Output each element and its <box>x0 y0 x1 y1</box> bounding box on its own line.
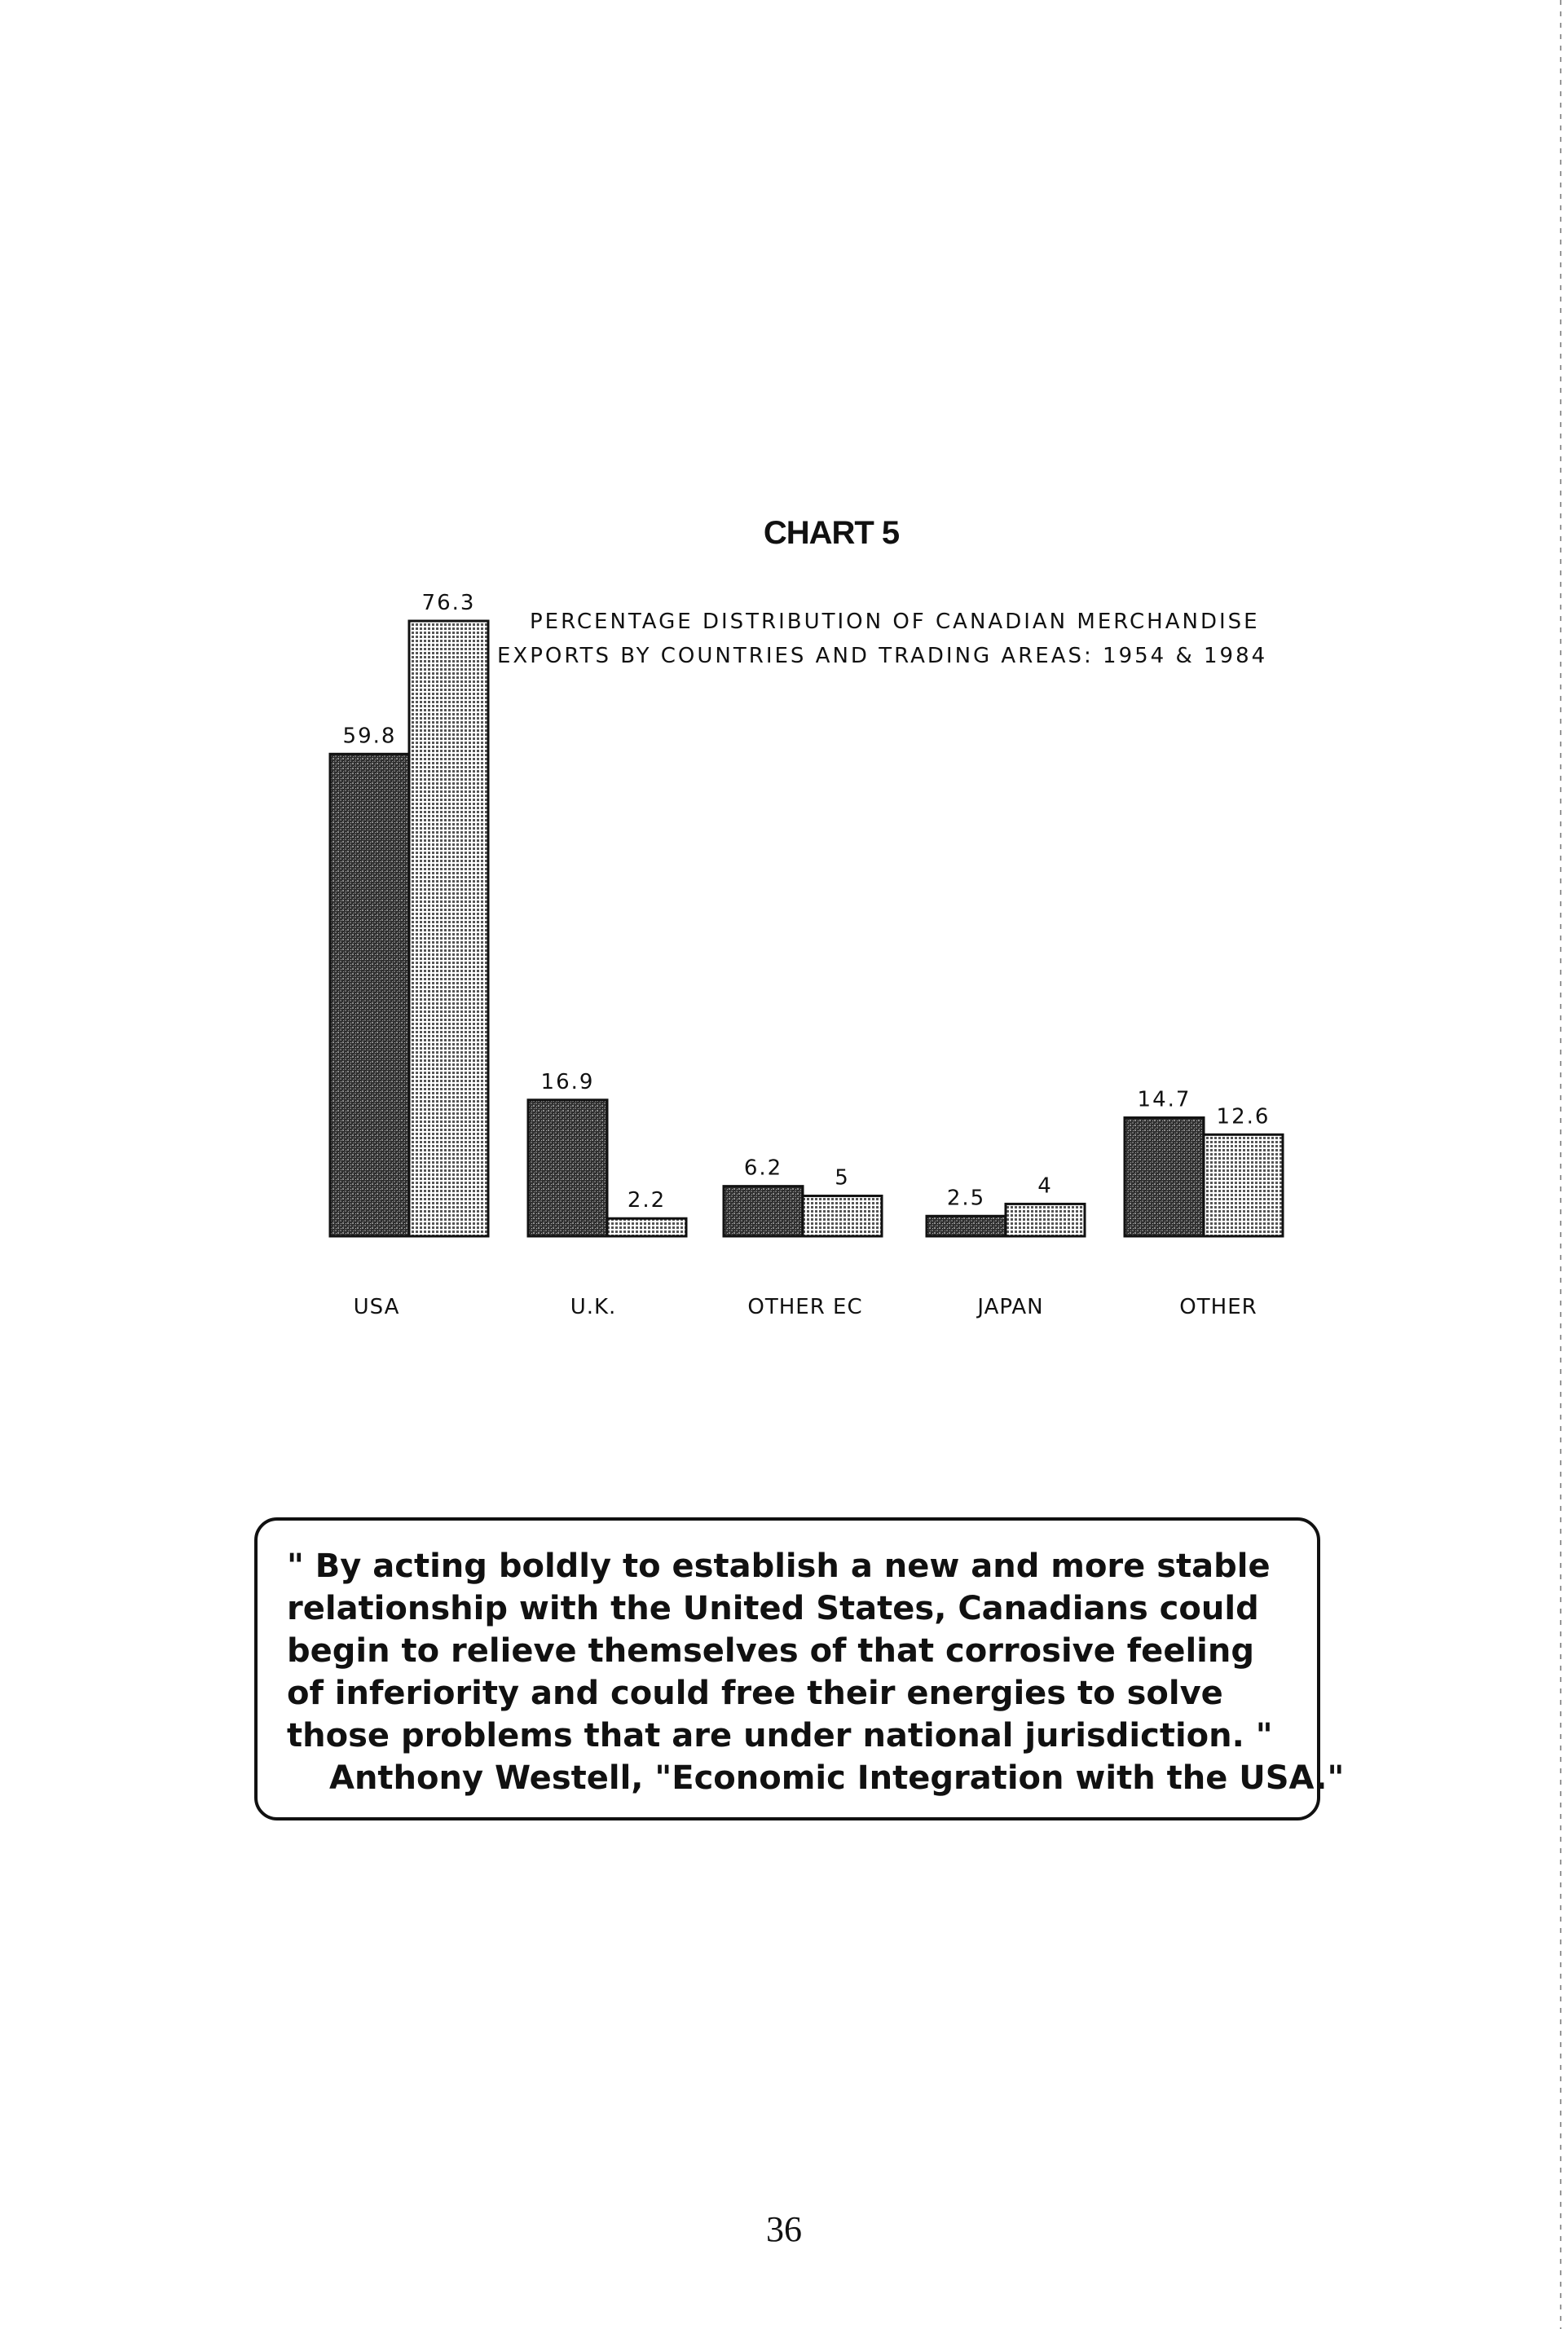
chart-title-line-2: EXPORTS BY COUNTRIES AND TRADING AREAS: 1954 & 1984 <box>497 644 1268 668</box>
data-label: 59.8 <box>342 724 397 749</box>
category-label: OTHER <box>1179 1295 1257 1319</box>
chart-title-line-1: PERCENTAGE DISTRIBUTION OF CANADIAN MERCHANDISE <box>530 610 1260 634</box>
data-label: 12.6 <box>1216 1104 1271 1129</box>
bar-japan-s1 <box>927 1216 1006 1236</box>
data-label: 2.5 <box>946 1186 986 1211</box>
bar-other-s1 <box>1125 1118 1204 1236</box>
chart-heading: CHART 5 <box>763 515 900 551</box>
category-label: USA <box>353 1295 400 1319</box>
bar-usa-s1 <box>330 754 409 1236</box>
quote-box <box>254 1517 1345 1820</box>
data-label: 16.9 <box>540 1069 595 1094</box>
bar-other-s2 <box>1204 1134 1283 1236</box>
data-label: 14.7 <box>1137 1087 1191 1112</box>
data-label: 2.2 <box>627 1188 667 1213</box>
data-label: 6.2 <box>743 1156 783 1181</box>
quote-line: those problems that are under national jurisdiction. " <box>287 1717 1273 1754</box>
bar-other-ec-s2 <box>803 1196 882 1236</box>
quote-line: begin to relieve themselves of that corrosive feeling <box>287 1632 1254 1670</box>
category-label: JAPAN <box>977 1295 1044 1319</box>
quote-line: of inferiority and could free their energies to solve <box>287 1675 1223 1712</box>
bar-japan-s2 <box>1006 1204 1085 1236</box>
page-number: 36 <box>766 2209 802 2249</box>
bar-usa-s2 <box>409 621 488 1236</box>
bar-u-k--s2 <box>607 1218 686 1236</box>
category-label: U.K. <box>570 1295 617 1319</box>
quote-line: " By acting boldly to establish a new and more stable <box>287 1548 1271 1585</box>
bar-u-k--s1 <box>528 1100 607 1236</box>
data-label: 5 <box>835 1165 850 1191</box>
quote-line: relationship with the United States, Canadians could <box>287 1590 1259 1627</box>
data-label: 76.3 <box>421 591 476 615</box>
data-label: 4 <box>1037 1173 1053 1199</box>
category-label: OTHER EC <box>747 1295 863 1319</box>
bar-other-ec-s1 <box>724 1187 803 1236</box>
quote-attribution: Anthony Westell, "Economic Integration with the USA." <box>329 1759 1345 1797</box>
